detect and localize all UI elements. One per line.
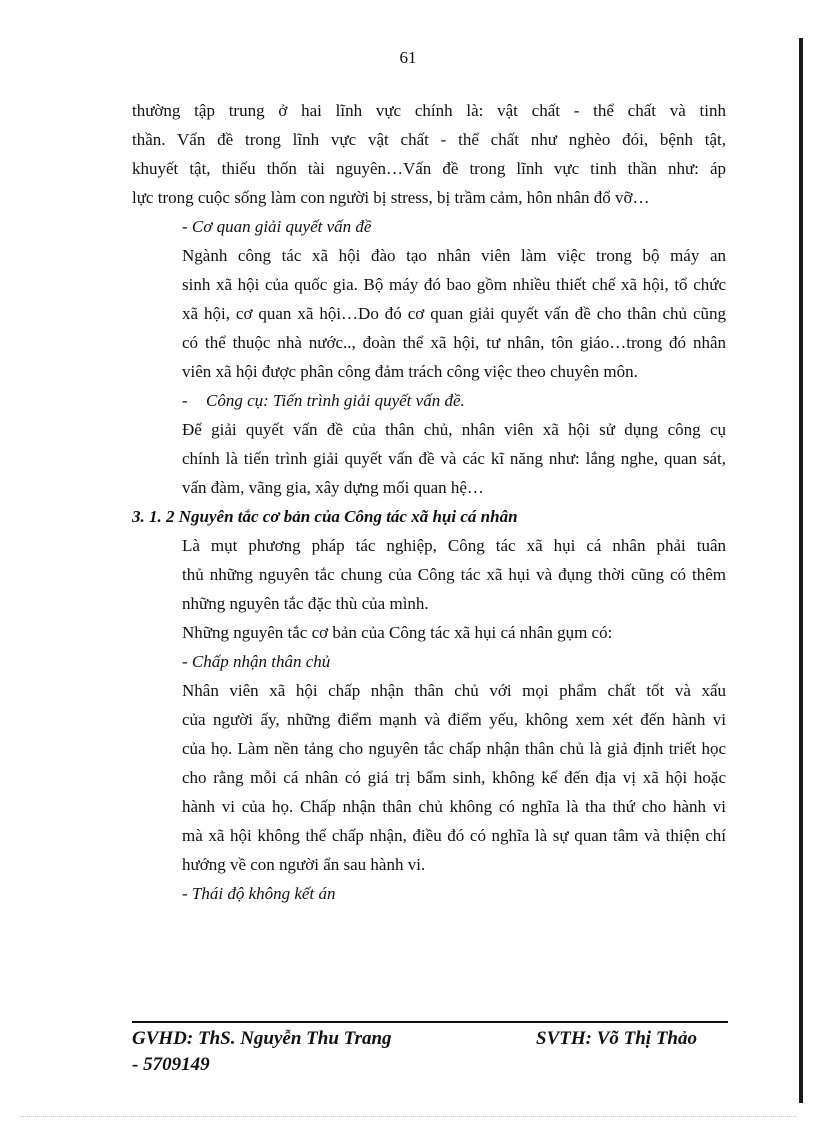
text-line: những nguyên tắc đặc thù của mình. [182,594,429,613]
list-item: - Chấp nhận thân chủ [182,652,331,671]
body-text [132,96,726,908]
text-line: của người ấy, những điểm mạnh và điểm yếu, không xem xét đến hành vi [182,710,726,729]
list-item: - Thái độ không kết án [182,884,336,903]
text-line: cho rằng mỗi cá nhân có giá trị bẩm sinh, không kể đến địa vị xã hội hoặc [182,768,726,787]
text-line: vấn đàm, vãng gia, xây dựng mối quan hệ… [182,478,484,497]
footer-advisor [132,1026,392,1078]
page-number: 61 [399,48,417,67]
section-heading: 3. 1. 2 Nguyên tắc cơ bản của Công tác xã hụi cá nhân [132,507,518,526]
text-line: Là mụt phương pháp tác nghiệp, Công tác xã hụi cá nhân phải tuân [182,536,726,555]
text-line: hành vi của họ. Chấp nhận thân chủ không có nghĩa là tha thứ cho hành vi [182,797,726,816]
text-line: mà xã hội không thể chấp nhận, điều đó có nghĩa là sự quan tâm và thiện chí [182,826,726,845]
paragraph [132,415,726,502]
text-line: Ngành công tác xã hội đào tạo nhân viên làm việc trong bộ máy an [182,246,726,265]
text-line: Nhân viên xã hội chấp nhận thân chủ với mọi phẩm chất tốt và xấu [182,681,726,700]
page-edge-shadow [799,38,803,1103]
paragraph [132,618,726,647]
text-line: thủ những nguyên tắc chung của Công tác xã hụi và đụng thời cũng có thêm [182,565,726,584]
text-line: xã hội, cơ quan xã hội…Do đó cơ quan giải quyết vấn đề cho thân chủ cũng [182,304,726,323]
footer-rule [132,1021,728,1023]
text-line: thường tập trung ở hai lĩnh vực chính là: vật chất - thể chất và tinh [132,101,726,120]
text-line: có thể thuộc nhà nước.., đoàn thể xã hội, tư nhân, tôn giáo…trong đó nhân [182,333,726,352]
text-line: khuyết tật, thiếu thốn tài nguyên…Vấn đề trong lĩnh vực tinh thần như: áp [132,159,726,178]
text-line: thần. Vấn đề trong lĩnh vực vật chất - thể chất như nghèo đói, bệnh tật, [132,130,726,149]
list-dash: - [182,391,188,410]
footer-student: SVTH: Võ Thị Thảo [536,1028,697,1049]
text-line: viên xã hội được phân công đảm trách công việc theo chuyên môn. [182,362,638,381]
footer-advisor-code: - 5709149 [132,1054,210,1075]
page-bottom-border [20,1116,796,1117]
text-line: sinh xã hội của quốc gia. Bộ máy đó bao gồm nhiều thiết chế xã hội, tổ chức [182,275,726,294]
list-item: - Cơ quan giải quyết vấn đề [182,217,372,236]
paragraph [132,531,726,618]
list-item [132,386,726,415]
text-line: Những nguyên tắc cơ bản của Công tác xã hụi cá nhân gụm có: [182,623,613,642]
paragraph [132,241,726,386]
list-item-text: Công cụ: Tiến trình giải quyết vấn đề. [206,391,465,410]
text-line: Để giải quyết vấn đề của thân chủ, nhân viên xã hội sử dụng công cụ [182,420,726,439]
paragraph [132,96,726,212]
text-line: lực trong cuộc sống làm con người bị stress, bị trầm cảm, hôn nhân đổ vỡ… [132,188,650,207]
footer-advisor-name: GVHD: ThS. Nguyễn Thu Trang [132,1028,392,1049]
text-line: hướng về con người ẩn sau hành vi. [182,855,426,874]
paragraph [132,676,726,879]
text-line: chính là tiến trình giải quyết vấn đề và các kĩ năng như: lắng nghe, quan sát, [182,449,726,468]
text-line: của họ. Làm nền tảng cho nguyên tắc chấp nhận thân chủ là giả định triết học [182,739,726,758]
